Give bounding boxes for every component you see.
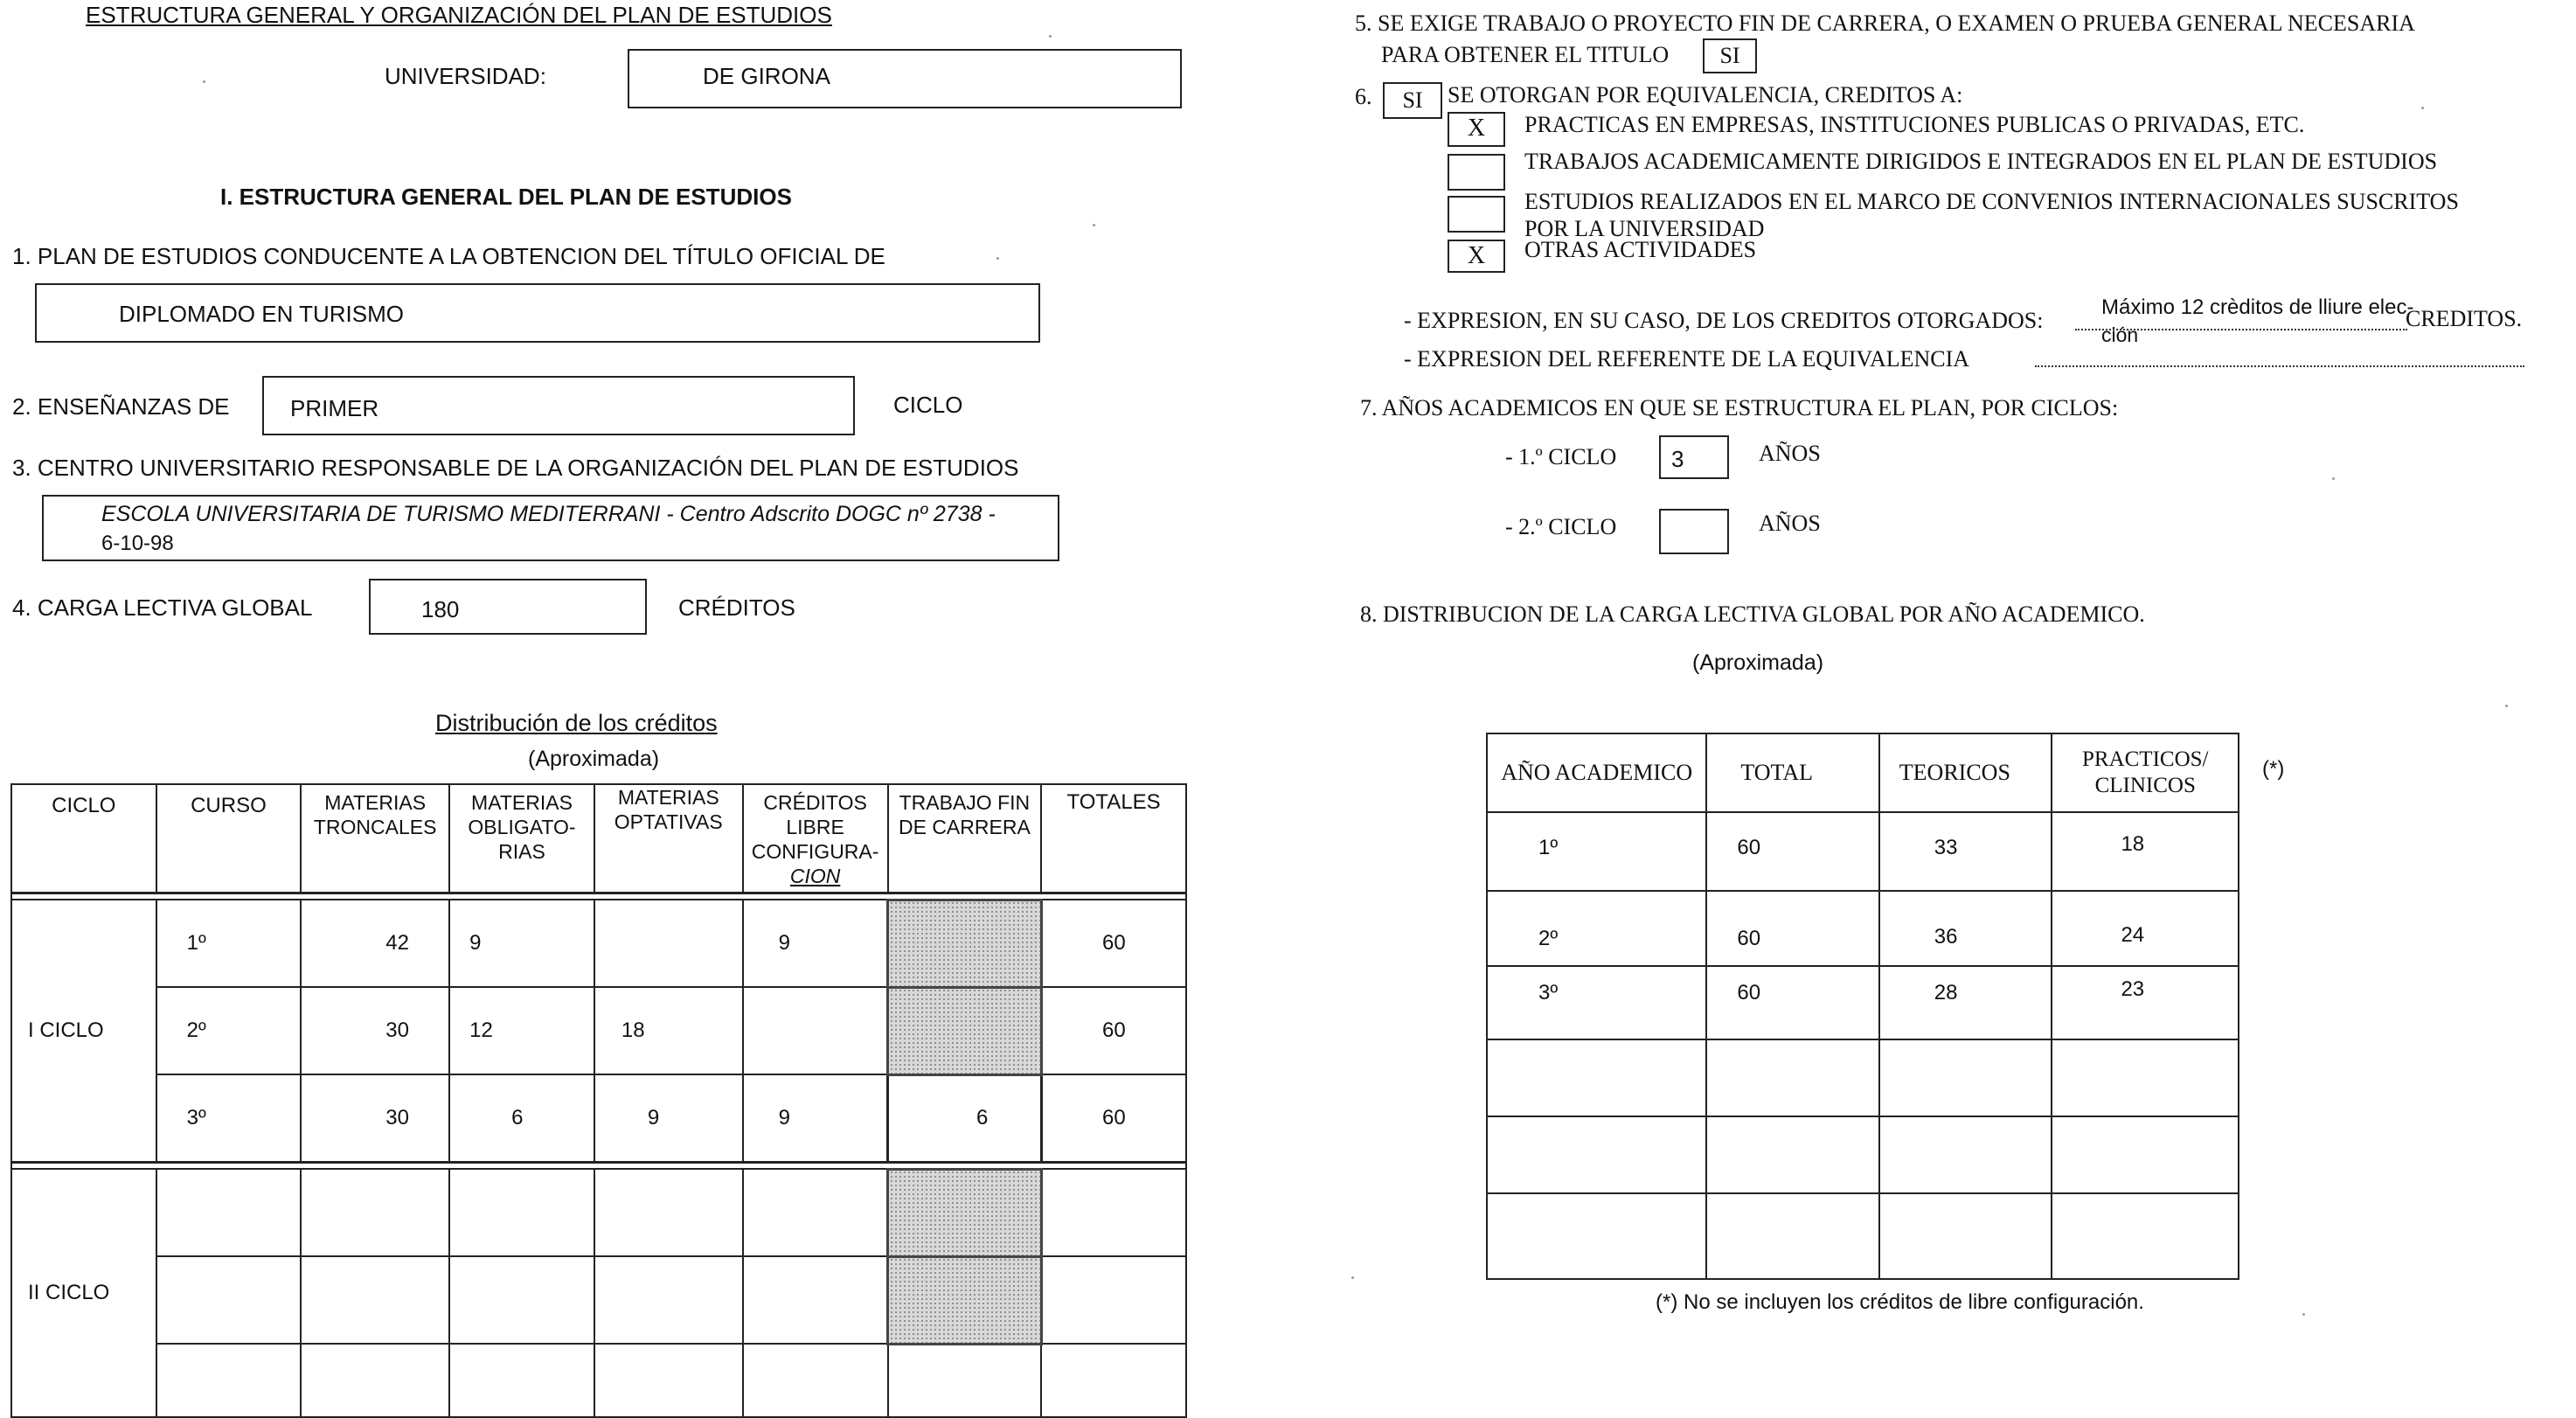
ciclo2-anos-label: - 2.º CICLO — [1505, 514, 1617, 539]
annual-row1-teoricos: 33 — [1879, 812, 2052, 891]
row2-trabajo-shaded — [888, 987, 1042, 1074]
row4-curso — [156, 1169, 302, 1256]
row1-optativas — [594, 900, 743, 987]
carga-value: 180 — [421, 596, 460, 622]
scan-speck — [2505, 705, 2508, 707]
row4-libre — [743, 1169, 888, 1256]
ensenanzas-field — [262, 376, 855, 435]
ciclo2-anos-suffix: AÑOS — [1759, 511, 1821, 536]
row5-troncales — [301, 1256, 449, 1344]
ciclo1-anos-label: - 1.º CICLO — [1505, 444, 1617, 469]
row5-optativas — [594, 1256, 743, 1344]
row1-libre: 9 — [743, 900, 888, 987]
carga-field — [369, 579, 647, 635]
annual-row3-ano: 3º — [1487, 966, 1706, 1039]
annual-row1-practicos: 18 — [2052, 812, 2239, 891]
credits-row-6 — [11, 1344, 1186, 1417]
annual-header-row — [1487, 733, 2239, 812]
ciclo-suffix: CICLO — [893, 392, 963, 418]
annual-row3-teoricos: 28 — [1879, 966, 2052, 1039]
row1-troncales: 42 — [301, 900, 449, 987]
item6-label: SE OTORGAN POR EQUIVALENCIA, CREDITOS A: — [1448, 82, 1963, 108]
table-asterisk-note: (*) — [2262, 757, 2285, 781]
row6-obligatorias — [449, 1344, 594, 1417]
col-header-trabajo: TRABAJO FIN DE CARRERA — [888, 784, 1042, 893]
distribution-subtitle: (Aproximada) — [528, 747, 660, 771]
annual-row-5 — [1487, 1116, 2239, 1193]
ciclo1-label: I CICLO — [11, 900, 156, 1162]
item8-subtitle: (Aproximada) — [1692, 650, 1824, 675]
scan-speck — [2421, 107, 2424, 109]
row5-trabajo-shaded — [888, 1256, 1042, 1344]
titulo-field — [35, 283, 1040, 343]
annual-load-table — [1486, 733, 2239, 1280]
expr2-dotted-line — [2035, 365, 2524, 367]
row6-libre — [743, 1344, 888, 1417]
expr1-label: - EXPRESION, EN SU CASO, DE LOS CREDITOS OTORGADOS: — [1404, 308, 2044, 333]
ensenanzas-value: PRIMER — [290, 395, 379, 421]
row6-totales — [1041, 1344, 1186, 1417]
centro-value-line2: 6-10-98 — [101, 532, 174, 555]
item3-label: 3. CENTRO UNIVERSITARIO RESPONSABLE DE LA ORGANIZACIÓN DEL PLAN DE ESTUDIOS — [12, 455, 1019, 481]
col-header-total: TOTAL — [1706, 733, 1878, 812]
credits-table — [10, 783, 1187, 1418]
item5-value-box: SI — [1703, 38, 1757, 73]
credits-row-1 — [11, 900, 1186, 987]
ciclo2-anos-field — [1659, 509, 1729, 554]
credits-header-row — [11, 784, 1186, 893]
item6-value-box: SI — [1383, 82, 1442, 119]
item5-line1: 5. SE EXIGE TRABAJO O PROYECTO FIN DE CARRERA, O EXAMEN O PRUEBA GENERAL NECESARIA — [1355, 10, 2415, 36]
row1-curso: 1º — [156, 900, 302, 987]
option1-checkbox[interactable]: X — [1448, 112, 1505, 147]
row5-libre — [743, 1256, 888, 1344]
scan-speck — [2332, 477, 2335, 480]
annual-row2-practicos: 24 — [2052, 891, 2239, 966]
item1-label: 1. PLAN DE ESTUDIOS CONDUCENTE A LA OBTENCION DEL TÍTULO OFICIAL DE — [12, 243, 885, 269]
section-title: I. ESTRUCTURA GENERAL DEL PLAN DE ESTUDIOS — [220, 184, 792, 210]
ciclo2-label: II CICLO — [11, 1169, 156, 1417]
row3-optativas: 9 — [594, 1074, 743, 1162]
row2-libre — [743, 987, 888, 1074]
document-heading: ESTRUCTURA GENERAL Y ORGANIZACIÓN DEL PLAN DE ESTUDIOS — [86, 2, 832, 28]
scan-speck — [1351, 1276, 1354, 1279]
ciclo1-anos-suffix: AÑOS — [1759, 441, 1821, 466]
titulo-value: DIPLOMADO EN TURISMO — [119, 301, 405, 327]
distribution-title: Distribución de los créditos — [435, 710, 718, 736]
annual-row-3 — [1487, 966, 2239, 1039]
row3-troncales: 30 — [301, 1074, 449, 1162]
row2-optativas: 18 — [594, 987, 743, 1074]
row5-obligatorias — [449, 1256, 594, 1344]
centro-field — [42, 495, 1059, 561]
row6-curso — [156, 1344, 302, 1417]
col-header-practicos: PRACTICOS/ CLINICOS — [2052, 733, 2239, 812]
row6-trabajo — [888, 1344, 1042, 1417]
row4-totales — [1041, 1169, 1186, 1256]
col-header-optativas: MATERIAS OPTATIVAS — [594, 784, 743, 893]
row5-curso — [156, 1256, 302, 1344]
credits-row-4 — [11, 1169, 1186, 1256]
row2-totales: 60 — [1041, 987, 1186, 1074]
option3-checkbox[interactable] — [1448, 196, 1505, 233]
expr1-suffix: CREDITOS. — [2406, 306, 2523, 331]
annual-row-6 — [1487, 1193, 2239, 1279]
universidad-field — [628, 49, 1182, 108]
scan-speck — [996, 257, 999, 260]
annual-row2-ano: 2º — [1487, 891, 1706, 966]
row3-obligatorias: 6 — [449, 1074, 594, 1162]
row2-obligatorias: 12 — [449, 987, 594, 1074]
footnote: (*) No se incluyen los créditos de libre configuración. — [1656, 1290, 2144, 1314]
col-header-troncales: MATERIAS TRONCALES — [301, 784, 449, 893]
credits-row-5 — [11, 1256, 1186, 1344]
row5-totales — [1041, 1256, 1186, 1344]
annual-row2-total: 60 — [1706, 891, 1878, 966]
centro-value-line1: ESCOLA UNIVERSITARIA DE TURISMO MEDITERRANI - Centro Adscrito DOGC nº 2738 - — [101, 502, 996, 526]
annual-row1-total: 60 — [1706, 812, 1878, 891]
col-header-totales: TOTALES — [1041, 784, 1186, 893]
item4-label: 4. CARGA LECTIVA GLOBAL — [12, 594, 313, 621]
item6-prefix: 6. — [1355, 84, 1372, 109]
universidad-label: UNIVERSIDAD: — [385, 63, 546, 89]
row4-trabajo-shaded — [888, 1169, 1042, 1256]
annual-row-4 — [1487, 1039, 2239, 1116]
item8-label: 8. DISTRIBUCION DE LA CARGA LECTIVA GLOBAL POR AÑO ACADEMICO. — [1360, 601, 2145, 627]
option1-label: PRACTICAS EN EMPRESAS, INSTITUCIONES PUBLICAS O PRIVADAS, ETC. — [1524, 112, 2305, 137]
row2-curso: 2º — [156, 987, 302, 1074]
annual-row3-practicos: 23 — [2052, 966, 2239, 1039]
expr1-value-line2: ción — [2101, 323, 2139, 346]
ciclo1-anos-value: 3 — [1671, 446, 1684, 472]
annual-row1-ano: 1º — [1487, 812, 1706, 891]
row3-curso: 3º — [156, 1074, 302, 1162]
col-header-ciclo: CICLO — [11, 784, 156, 893]
item5-line2: PARA OBTENER EL TITULO — [1381, 42, 1670, 67]
option3-label: ESTUDIOS REALIZADOS EN EL MARCO DE CONVENIOS INTERNACIONALES SUSCRITOS — [1524, 189, 2459, 214]
scan-speck — [1049, 35, 1052, 38]
row6-optativas — [594, 1344, 743, 1417]
row6-troncales — [301, 1344, 449, 1417]
col-header-teoricos: TEORICOS — [1879, 733, 2052, 812]
annual-row2-teoricos: 36 — [1879, 891, 2052, 966]
row1-trabajo-shaded — [888, 900, 1042, 987]
row1-totales: 60 — [1041, 900, 1186, 987]
credits-row-2 — [11, 987, 1186, 1074]
annual-row-1 — [1487, 812, 2239, 891]
option4-checkbox[interactable]: X — [1448, 240, 1505, 273]
option4-label: OTRAS ACTIVIDADES — [1524, 237, 1757, 262]
scan-speck — [1093, 224, 1095, 226]
item7-label: 7. AÑOS ACADEMICOS EN QUE SE ESTRUCTURA EL PLAN, POR CICLOS: — [1360, 395, 2119, 421]
expr1-value-line1: Máximo 12 crèditos de lliure elec- — [2101, 295, 2414, 319]
ciclo1-anos-field — [1659, 435, 1729, 479]
option2-checkbox[interactable] — [1448, 154, 1505, 191]
row4-optativas — [594, 1169, 743, 1256]
expr2-label: - EXPRESION DEL REFERENTE DE LA EQUIVALENCIA — [1404, 346, 1970, 372]
col-header-obligatorias: MATERIAS OBLIGATO- RIAS — [449, 784, 594, 893]
col-header-curso: CURSO — [156, 784, 302, 893]
item2-label: 2. ENSEÑANZAS DE — [12, 393, 230, 420]
creditos-suffix: CRÉDITOS — [678, 594, 795, 621]
option3-label-line2: POR LA UNIVERSIDAD — [1524, 216, 1765, 241]
row3-trabajo: 6 — [888, 1074, 1042, 1162]
option2-label: TRABAJOS ACADEMICAMENTE DIRIGIDOS E INTEGRADOS EN EL PLAN DE ESTUDIOS — [1524, 149, 2438, 174]
row2-troncales: 30 — [301, 987, 449, 1074]
col-header-ano: AÑO ACADEMICO — [1487, 733, 1706, 812]
row1-obligatorias: 9 — [449, 900, 594, 987]
col-header-libre: CRÉDITOS LIBRE CONFIGURA- CION — [743, 784, 888, 893]
annual-row3-total: 60 — [1706, 966, 1878, 1039]
row3-totales: 60 — [1041, 1074, 1186, 1162]
row3-libre: 9 — [743, 1074, 888, 1162]
credits-row-3 — [11, 1074, 1186, 1162]
universidad-value: DE GIRONA — [703, 63, 830, 89]
scan-speck — [203, 80, 205, 83]
row4-troncales — [301, 1169, 449, 1256]
row4-obligatorias — [449, 1169, 594, 1256]
annual-row-2 — [1487, 891, 2239, 966]
scan-speck — [2302, 1313, 2305, 1316]
